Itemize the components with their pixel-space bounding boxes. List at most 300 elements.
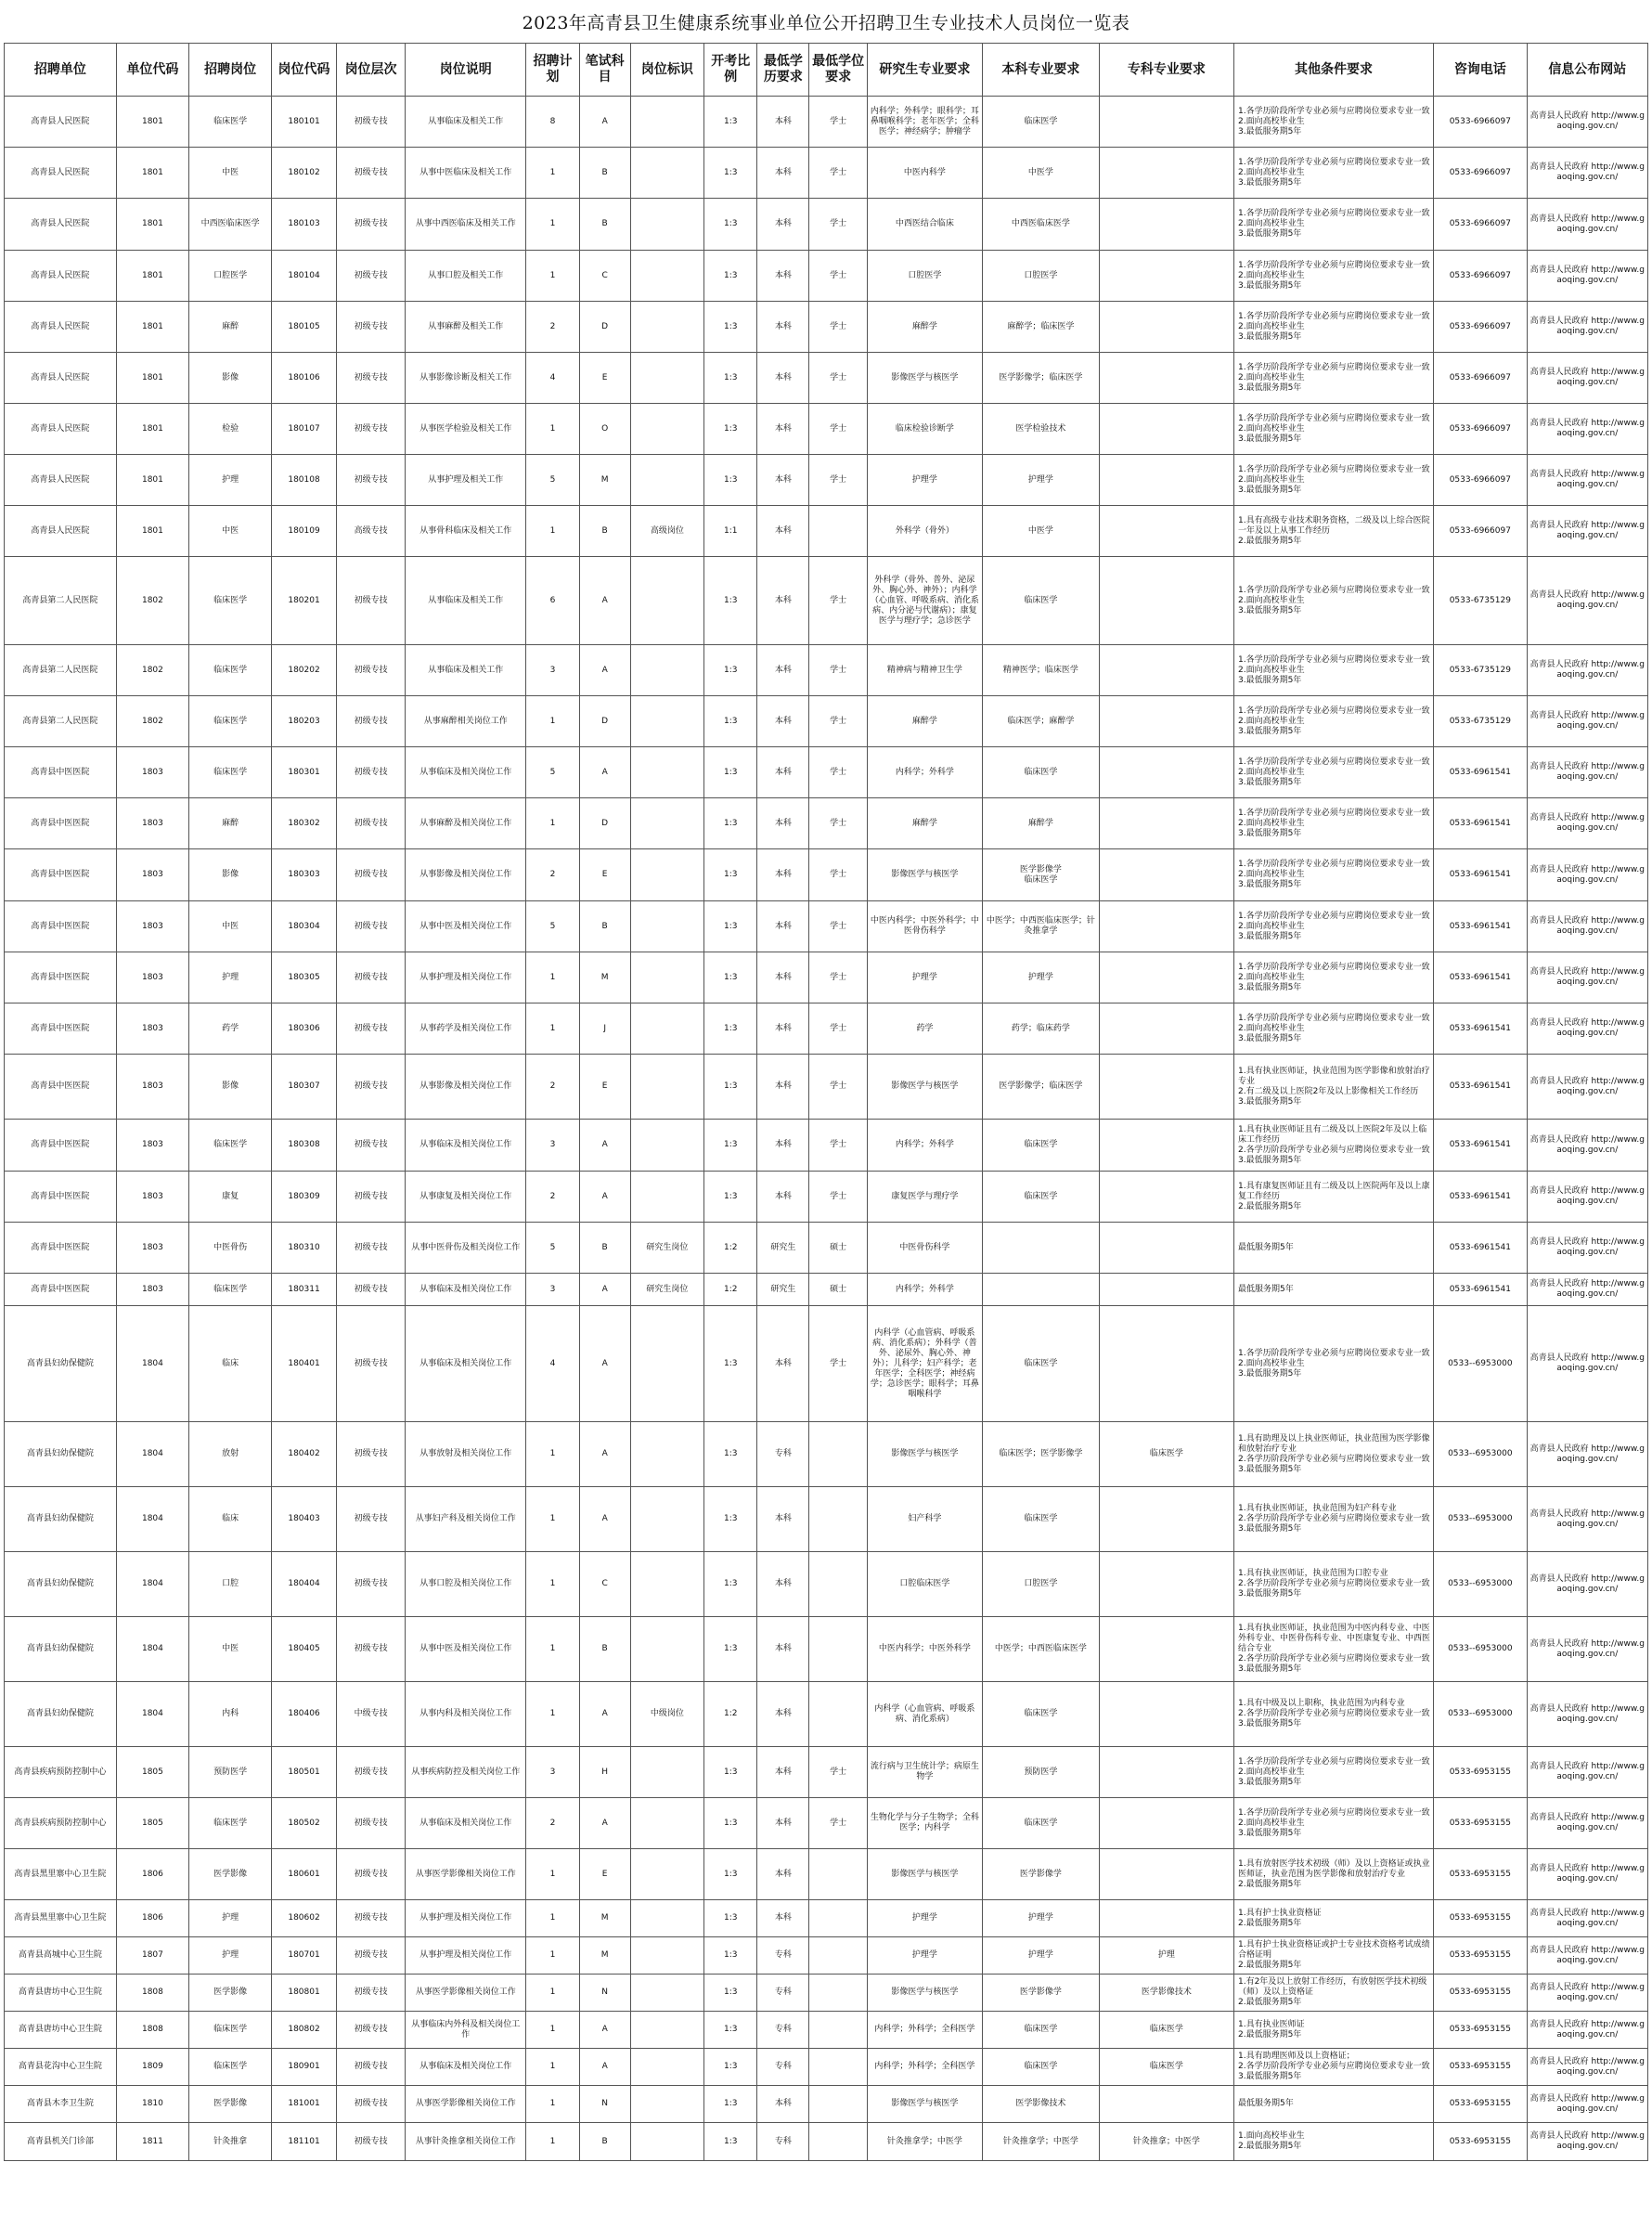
cell-exam-subject: O — [579, 404, 630, 455]
cell-plan-count: 3 — [526, 1747, 579, 1798]
cell-position-desc: 从事护理及相关岗位工作 — [406, 1937, 526, 1975]
cell-other-requirements: 1.具有执业医师证，执业范围为妇产科专业 2.各学历阶段所学专业必须与应聘岗位要求专业一致 3.最低服务期5年 — [1233, 1487, 1433, 1552]
cell-plan-count: 1 — [526, 1975, 579, 2012]
cell-unit: 高青县中医医院 — [5, 1003, 117, 1055]
cell-website: 高青县人民政府 http://www.gaoqing.gov.cn/ — [1527, 251, 1647, 302]
cell-plan-count: 2 — [526, 1055, 579, 1120]
cell-unit: 高青县第二人民医院 — [5, 557, 117, 645]
cell-grad-major: 影像医学与核医学 — [867, 1055, 982, 1120]
header-unit-code: 单位代码 — [116, 44, 188, 97]
cell-other-requirements: 1.各学历阶段所学专业必须与应聘岗位要求专业一致 2.面向高校毕业生 3.最低服务期5年 — [1233, 1003, 1433, 1055]
cell-position-level: 初级专技 — [337, 1274, 406, 1306]
cell-bachelor-major: 医学影像学 — [982, 1849, 1099, 1900]
table-row — [5, 2123, 1648, 2161]
cell-bachelor-major: 医学影像技术 — [982, 2086, 1099, 2123]
cell-bachelor-major: 护理学 — [982, 1900, 1099, 1937]
cell-unit: 高青县唐坊中心卫生院 — [5, 2012, 117, 2049]
cell-plan-count: 2 — [526, 849, 579, 901]
cell-website: 高青县人民政府 http://www.gaoqing.gov.cn/ — [1527, 696, 1647, 747]
table-row — [5, 302, 1648, 353]
cell-unit: 高青县第二人民医院 — [5, 696, 117, 747]
header-min-degree: 最低学位要求 — [809, 44, 867, 97]
cell-unit-code: 1801 — [116, 506, 188, 557]
cell-min-education: 本科 — [757, 747, 809, 798]
cell-unit: 高青县人民医院 — [5, 97, 117, 148]
cell-min-education: 本科 — [757, 148, 809, 199]
cell-grad-major: 流行病与卫生统计学；病原生物学 — [867, 1747, 982, 1798]
cell-min-degree — [809, 1422, 867, 1487]
cell-phone: 0533-6961541 — [1434, 1055, 1528, 1120]
cell-college-major — [1099, 696, 1233, 747]
cell-unit-code: 1802 — [116, 645, 188, 696]
cell-position-code: 180701 — [272, 1937, 337, 1975]
cell-position-desc: 从事影像及相关岗位工作 — [406, 1055, 526, 1120]
cell-grad-major: 中医内科学；中医外科学；中医骨伤科学 — [867, 901, 982, 952]
cell-unit: 高青县妇幼保健院 — [5, 1306, 117, 1422]
cell-unit: 高青县中医医院 — [5, 798, 117, 849]
cell-college-major — [1099, 1900, 1233, 1937]
cell-position-desc: 从事临床及相关工作 — [406, 557, 526, 645]
cell-position-level: 初级专技 — [337, 2086, 406, 2123]
cell-college-major — [1099, 302, 1233, 353]
cell-exam-subject: A — [579, 645, 630, 696]
cell-phone: 0533-6961541 — [1434, 1223, 1528, 1274]
positions-table — [4, 43, 1648, 2161]
table-row — [5, 849, 1648, 901]
cell-position: 中西医临床医学 — [189, 199, 272, 251]
cell-college-major — [1099, 148, 1233, 199]
cell-exam-subject: E — [579, 1849, 630, 1900]
cell-plan-count: 5 — [526, 901, 579, 952]
cell-position-level: 初级专技 — [337, 747, 406, 798]
cell-bachelor-major: 精神医学；临床医学 — [982, 645, 1099, 696]
cell-grad-major: 中医内科学；中医外科学 — [867, 1617, 982, 1682]
cell-bachelor-major: 临床医学 — [982, 747, 1099, 798]
cell-min-degree — [809, 1849, 867, 1900]
cell-bachelor-major: 医学影像学 — [982, 1975, 1099, 2012]
cell-position-tag — [630, 747, 703, 798]
cell-phone: 0533--6953000 — [1434, 1306, 1528, 1422]
cell-position: 医学影像 — [189, 1975, 272, 2012]
cell-exam-ratio: 1:3 — [704, 1003, 757, 1055]
cell-bachelor-major: 医学影像学；临床医学 — [982, 1055, 1099, 1120]
cell-phone: 0533-6966097 — [1434, 148, 1528, 199]
cell-position-level: 初级专技 — [337, 97, 406, 148]
table-row — [5, 1617, 1648, 1682]
cell-position-level: 初级专技 — [337, 1975, 406, 2012]
cell-position-tag: 高级岗位 — [630, 506, 703, 557]
cell-min-degree — [809, 506, 867, 557]
cell-unit-code: 1805 — [116, 1798, 188, 1849]
cell-grad-major: 外科学（骨外、普外、泌尿外、胸心外、神外）；内科学（心血管、呼吸系病、消化系病、内分泌与代谢病）；康复医学与理疗学；急诊医学 — [867, 557, 982, 645]
cell-position-desc: 从事放射及相关岗位工作 — [406, 1422, 526, 1487]
cell-bachelor-major: 预防医学 — [982, 1747, 1099, 1798]
cell-position-tag — [630, 302, 703, 353]
cell-position: 护理 — [189, 1900, 272, 1937]
cell-min-degree: 学士 — [809, 455, 867, 506]
cell-min-education: 本科 — [757, 849, 809, 901]
cell-exam-subject: C — [579, 1552, 630, 1617]
cell-unit-code: 1808 — [116, 2012, 188, 2049]
cell-position-level: 初级专技 — [337, 404, 406, 455]
cell-college-major — [1099, 901, 1233, 952]
cell-unit-code: 1801 — [116, 251, 188, 302]
cell-position-code: 180801 — [272, 1975, 337, 2012]
cell-position-tag — [630, 199, 703, 251]
table-row — [5, 2049, 1648, 2086]
cell-position-level: 初级专技 — [337, 1003, 406, 1055]
table-row — [5, 1003, 1648, 1055]
cell-grad-major: 护理学 — [867, 455, 982, 506]
cell-unit-code: 1804 — [116, 1682, 188, 1747]
cell-college-major — [1099, 353, 1233, 404]
cell-position-code: 180304 — [272, 901, 337, 952]
cell-exam-ratio: 1:3 — [704, 696, 757, 747]
cell-exam-ratio: 1:3 — [704, 1422, 757, 1487]
cell-min-degree — [809, 1552, 867, 1617]
cell-position: 护理 — [189, 455, 272, 506]
cell-position-code: 180308 — [272, 1120, 337, 1172]
cell-phone: 0533-6735129 — [1434, 696, 1528, 747]
cell-position-level: 初级专技 — [337, 199, 406, 251]
cell-college-major — [1099, 404, 1233, 455]
cell-other-requirements: 1.各学历阶段所学专业必须与应聘岗位要求专业一致 2.面向高校毕业生 3.最低服务期5年 — [1233, 1747, 1433, 1798]
cell-position-desc: 从事影像及相关岗位工作 — [406, 849, 526, 901]
cell-phone: 0533-6966097 — [1434, 404, 1528, 455]
header-position: 招聘岗位 — [189, 44, 272, 97]
cell-position-desc: 从事内科及相关岗位工作 — [406, 1682, 526, 1747]
cell-phone: 0533--6953000 — [1434, 1487, 1528, 1552]
table-row — [5, 1223, 1648, 1274]
cell-exam-ratio: 1:2 — [704, 1274, 757, 1306]
cell-grad-major: 口腔临床医学 — [867, 1552, 982, 1617]
cell-exam-ratio: 1:3 — [704, 353, 757, 404]
cell-bachelor-major: 针灸推拿学；中医学 — [982, 2123, 1099, 2161]
cell-other-requirements: 1.各学历阶段所学专业必须与应聘岗位要求专业一致 2.面向高校毕业生 3.最低服务期5年 — [1233, 645, 1433, 696]
cell-exam-ratio: 1:2 — [704, 1223, 757, 1274]
cell-other-requirements: 1.具有执业医师证且有二级及以上医院2年及以上临床工作经历 2.各学历阶段所学专业必须与应聘岗位要求专业一致 3.最低服务期5年 — [1233, 1120, 1433, 1172]
cell-exam-subject: B — [579, 2123, 630, 2161]
table-row — [5, 1682, 1648, 1747]
cell-website: 高青县人民政府 http://www.gaoqing.gov.cn/ — [1527, 199, 1647, 251]
cell-exam-subject: A — [579, 747, 630, 798]
cell-position-code: 180401 — [272, 1306, 337, 1422]
cell-plan-count: 1 — [526, 2123, 579, 2161]
cell-position: 影像 — [189, 849, 272, 901]
cell-position-tag — [630, 1975, 703, 2012]
cell-website: 高青县人民政府 http://www.gaoqing.gov.cn/ — [1527, 1552, 1647, 1617]
cell-plan-count: 1 — [526, 251, 579, 302]
cell-position-tag — [630, 849, 703, 901]
cell-position: 中医骨伤 — [189, 1223, 272, 1274]
cell-unit: 高青县人民医院 — [5, 404, 117, 455]
cell-exam-subject: E — [579, 849, 630, 901]
cell-college-major — [1099, 1552, 1233, 1617]
cell-min-education: 专科 — [757, 2123, 809, 2161]
cell-grad-major: 影像医学与核医学 — [867, 1849, 982, 1900]
cell-plan-count: 1 — [526, 1937, 579, 1975]
document-title: 2023年高青县卫生健康系统事业单位公开招聘卫生专业技术人员岗位一览表 — [522, 12, 1130, 33]
cell-min-education: 本科 — [757, 251, 809, 302]
cell-position: 麻醉 — [189, 798, 272, 849]
cell-position-code: 180102 — [272, 148, 337, 199]
cell-min-education: 本科 — [757, 901, 809, 952]
cell-grad-major: 中医骨伤科学 — [867, 1223, 982, 1274]
cell-website: 高青县人民政府 http://www.gaoqing.gov.cn/ — [1527, 2049, 1647, 2086]
cell-position-desc: 从事临床及相关岗位工作 — [406, 1798, 526, 1849]
cell-position-level: 中级专技 — [337, 1682, 406, 1747]
cell-unit-code: 1801 — [116, 199, 188, 251]
cell-position: 临床医学 — [189, 1274, 272, 1306]
cell-phone: 0533-6961541 — [1434, 1003, 1528, 1055]
cell-phone: 0533-6953155 — [1434, 2049, 1528, 2086]
cell-position-tag — [630, 97, 703, 148]
cell-position-level: 初级专技 — [337, 1306, 406, 1422]
cell-website: 高青县人民政府 http://www.gaoqing.gov.cn/ — [1527, 148, 1647, 199]
cell-min-degree: 硕士 — [809, 1223, 867, 1274]
cell-exam-subject: E — [579, 1055, 630, 1120]
cell-unit: 高青县中医医院 — [5, 1274, 117, 1306]
cell-bachelor-major: 医学检验技术 — [982, 404, 1099, 455]
cell-phone: 0533-6953155 — [1434, 1798, 1528, 1849]
cell-min-education: 本科 — [757, 404, 809, 455]
cell-plan-count: 6 — [526, 557, 579, 645]
cell-bachelor-major: 临床医学 — [982, 1487, 1099, 1552]
cell-exam-ratio: 1:3 — [704, 1306, 757, 1422]
cell-exam-subject: A — [579, 1306, 630, 1422]
cell-other-requirements: 1.面向高校毕业生 2.最低服务期5年 — [1233, 2123, 1433, 2161]
cell-unit: 高青县中医医院 — [5, 747, 117, 798]
cell-min-degree: 学士 — [809, 404, 867, 455]
cell-position-code: 180101 — [272, 97, 337, 148]
cell-plan-count: 1 — [526, 1849, 579, 1900]
cell-position-code: 180502 — [272, 1798, 337, 1849]
cell-position: 临床医学 — [189, 696, 272, 747]
cell-bachelor-major: 临床医学 — [982, 1120, 1099, 1172]
cell-plan-count: 1 — [526, 199, 579, 251]
cell-phone: 0533--6953000 — [1434, 1552, 1528, 1617]
cell-unit-code: 1802 — [116, 557, 188, 645]
cell-position: 影像 — [189, 1055, 272, 1120]
cell-exam-subject: B — [579, 1223, 630, 1274]
cell-unit: 高青县中医医院 — [5, 1055, 117, 1120]
header-exam-ratio: 开考比例 — [704, 44, 757, 97]
header-position-tag: 岗位标识 — [630, 44, 703, 97]
cell-bachelor-major: 麻醉学 — [982, 798, 1099, 849]
cell-position-desc: 从事口腔及相关工作 — [406, 251, 526, 302]
cell-min-education: 研究生 — [757, 1274, 809, 1306]
cell-exam-subject: D — [579, 798, 630, 849]
cell-position-tag — [630, 455, 703, 506]
cell-position-code: 180309 — [272, 1172, 337, 1223]
cell-phone: 0533-6953155 — [1434, 2123, 1528, 2161]
cell-min-education: 本科 — [757, 1003, 809, 1055]
cell-unit: 高青县黑里寨中心卫生院 — [5, 1900, 117, 1937]
cell-college-major — [1099, 1003, 1233, 1055]
cell-position-level: 初级专技 — [337, 1617, 406, 1682]
cell-unit-code: 1811 — [116, 2123, 188, 2161]
cell-plan-count: 2 — [526, 1798, 579, 1849]
cell-exam-subject: A — [579, 1682, 630, 1747]
cell-position: 临床 — [189, 1306, 272, 1422]
cell-bachelor-major: 临床医学 — [982, 557, 1099, 645]
cell-unit: 高青县中医医院 — [5, 952, 117, 1003]
table-row — [5, 1422, 1648, 1487]
cell-position-tag — [630, 2049, 703, 2086]
cell-min-education: 本科 — [757, 2086, 809, 2123]
cell-other-requirements: 最低服务期5年 — [1233, 1274, 1433, 1306]
cell-bachelor-major: 中西医临床医学 — [982, 199, 1099, 251]
cell-min-degree: 学士 — [809, 849, 867, 901]
cell-other-requirements: 1.具有执业医师证，执业范围为口腔专业 2.各学历阶段所学专业必须与应聘岗位要求专业一致 3.最低服务期5年 — [1233, 1552, 1433, 1617]
cell-unit: 高青县唐坊中心卫生院 — [5, 1975, 117, 2012]
cell-phone: 0533-6961541 — [1434, 798, 1528, 849]
cell-website: 高青县人民政府 http://www.gaoqing.gov.cn/ — [1527, 747, 1647, 798]
cell-exam-ratio: 1:3 — [704, 1900, 757, 1937]
cell-position-code: 180311 — [272, 1274, 337, 1306]
cell-exam-ratio: 1:3 — [704, 1747, 757, 1798]
cell-bachelor-major: 口腔医学 — [982, 251, 1099, 302]
cell-unit: 高青县黑里寨中心卫生院 — [5, 1849, 117, 1900]
cell-position: 临床医学 — [189, 557, 272, 645]
cell-other-requirements: 1.各学历阶段所学专业必须与应聘岗位要求专业一致 2.面向高校毕业生 3.最低服务期5年 — [1233, 1306, 1433, 1422]
cell-exam-ratio: 1:3 — [704, 1617, 757, 1682]
cell-position-desc: 从事临床及相关岗位工作 — [406, 1120, 526, 1172]
cell-position-desc: 从事医学影像相关岗位工作 — [406, 1975, 526, 2012]
cell-position-tag — [630, 901, 703, 952]
cell-position: 临床医学 — [189, 1798, 272, 1849]
cell-website: 高青县人民政府 http://www.gaoqing.gov.cn/ — [1527, 1900, 1647, 1937]
cell-website: 高青县人民政府 http://www.gaoqing.gov.cn/ — [1527, 1747, 1647, 1798]
cell-college-major — [1099, 1682, 1233, 1747]
cell-unit-code: 1804 — [116, 1422, 188, 1487]
cell-position-tag — [630, 1617, 703, 1682]
header-row — [5, 44, 1648, 97]
cell-position-tag — [630, 251, 703, 302]
cell-other-requirements: 1.各学历阶段所学专业必须与应聘岗位要求专业一致 2.面向高校毕业生 3.最低服务期5年 — [1233, 798, 1433, 849]
cell-website: 高青县人民政府 http://www.gaoqing.gov.cn/ — [1527, 849, 1647, 901]
cell-plan-count: 4 — [526, 353, 579, 404]
cell-unit-code: 1803 — [116, 849, 188, 901]
cell-position-level: 初级专技 — [337, 645, 406, 696]
table-row — [5, 455, 1648, 506]
cell-min-degree — [809, 2012, 867, 2049]
cell-plan-count: 5 — [526, 1223, 579, 1274]
cell-min-education: 本科 — [757, 302, 809, 353]
cell-min-education: 本科 — [757, 199, 809, 251]
header-grad-major: 研究生专业要求 — [867, 44, 982, 97]
cell-exam-ratio: 1:3 — [704, 645, 757, 696]
cell-min-degree — [809, 2123, 867, 2161]
cell-unit: 高青县中医医院 — [5, 849, 117, 901]
cell-position-level: 高级专技 — [337, 506, 406, 557]
cell-min-degree: 学士 — [809, 1747, 867, 1798]
cell-grad-major: 麻醉学 — [867, 302, 982, 353]
cell-other-requirements: 1.具有护士执业资格证或护士专业技术资格考试成绩合格证明 2.最低服务期5年 — [1233, 1937, 1433, 1975]
cell-position-code: 180302 — [272, 798, 337, 849]
cell-exam-subject: M — [579, 952, 630, 1003]
cell-other-requirements: 1.具有康复医师证且有二级及以上医院两年及以上康复工作经历 2.最低服务期5年 — [1233, 1172, 1433, 1223]
cell-phone: 0533--6953000 — [1434, 1617, 1528, 1682]
cell-other-requirements: 1.具有执业医师证，执业范围为医学影像和放射治疗专业 2.有二级及以上医院2年及以上影像相关工作经历 3.最低服务期5年 — [1233, 1055, 1433, 1120]
cell-unit: 高青县机关门诊部 — [5, 2123, 117, 2161]
cell-website: 高青县人民政府 http://www.gaoqing.gov.cn/ — [1527, 952, 1647, 1003]
header-college-major: 专科专业要求 — [1099, 44, 1233, 97]
cell-website: 高青县人民政府 http://www.gaoqing.gov.cn/ — [1527, 1306, 1647, 1422]
cell-position-code: 180107 — [272, 404, 337, 455]
cell-min-education: 本科 — [757, 1172, 809, 1223]
cell-unit-code: 1803 — [116, 1274, 188, 1306]
cell-min-degree: 学士 — [809, 798, 867, 849]
cell-min-degree — [809, 1937, 867, 1975]
table-row — [5, 1975, 1648, 2012]
cell-min-degree: 学士 — [809, 148, 867, 199]
cell-position-tag — [630, 1422, 703, 1487]
cell-unit-code: 1803 — [116, 1003, 188, 1055]
table-row — [5, 901, 1648, 952]
cell-bachelor-major: 护理学 — [982, 1937, 1099, 1975]
cell-position-code: 180404 — [272, 1552, 337, 1617]
cell-position-code: 180602 — [272, 1900, 337, 1937]
cell-website: 高青县人民政府 http://www.gaoqing.gov.cn/ — [1527, 1682, 1647, 1747]
cell-plan-count: 1 — [526, 952, 579, 1003]
header-position-code: 岗位代码 — [272, 44, 337, 97]
cell-exam-ratio: 1:3 — [704, 251, 757, 302]
cell-unit-code: 1806 — [116, 1900, 188, 1937]
cell-grad-major: 护理学 — [867, 1900, 982, 1937]
cell-plan-count: 1 — [526, 506, 579, 557]
cell-position: 中医 — [189, 506, 272, 557]
cell-website: 高青县人民政府 http://www.gaoqing.gov.cn/ — [1527, 1487, 1647, 1552]
cell-min-degree: 学士 — [809, 302, 867, 353]
cell-exam-subject: A — [579, 2012, 630, 2049]
cell-college-major — [1099, 251, 1233, 302]
cell-position-tag — [630, 2086, 703, 2123]
cell-position-level: 初级专技 — [337, 798, 406, 849]
cell-other-requirements: 最低服务期5年 — [1233, 2086, 1433, 2123]
cell-exam-ratio: 1:3 — [704, 302, 757, 353]
cell-phone: 0533-6953155 — [1434, 1900, 1528, 1937]
cell-position-desc: 从事临床及相关岗位工作 — [406, 747, 526, 798]
cell-position-desc: 从事中医骨伤及相关岗位工作 — [406, 1223, 526, 1274]
cell-min-education: 专科 — [757, 1422, 809, 1487]
cell-position-desc: 从事临床内外科及相关岗位工作 — [406, 2012, 526, 2049]
cell-grad-major: 影像医学与核医学 — [867, 1975, 982, 2012]
cell-other-requirements: 1.各学历阶段所学专业必须与应聘岗位要求专业一致 2.面向高校毕业生 3.最低服务期5年 — [1233, 199, 1433, 251]
table-row — [5, 798, 1648, 849]
cell-phone: 0533-6953155 — [1434, 1937, 1528, 1975]
cell-position-tag — [630, 353, 703, 404]
cell-unit-code: 1804 — [116, 1487, 188, 1552]
cell-unit-code: 1801 — [116, 302, 188, 353]
cell-position: 康复 — [189, 1172, 272, 1223]
cell-unit: 高青县中医医院 — [5, 1120, 117, 1172]
cell-grad-major: 护理学 — [867, 1937, 982, 1975]
cell-grad-major: 内科学；外科学 — [867, 1120, 982, 1172]
cell-position-tag — [630, 148, 703, 199]
cell-position: 口腔 — [189, 1552, 272, 1617]
cell-plan-count: 3 — [526, 1120, 579, 1172]
cell-bachelor-major: 医学影像学；临床医学 — [982, 353, 1099, 404]
cell-position: 预防医学 — [189, 1747, 272, 1798]
cell-college-major — [1099, 798, 1233, 849]
cell-college-major — [1099, 1172, 1233, 1223]
cell-unit: 高青县疾病预防控制中心 — [5, 1798, 117, 1849]
cell-exam-subject: A — [579, 1422, 630, 1487]
cell-position-desc: 从事骨科临床及相关工作 — [406, 506, 526, 557]
cell-grad-major: 内科学；外科学 — [867, 747, 982, 798]
cell-plan-count: 1 — [526, 1422, 579, 1487]
